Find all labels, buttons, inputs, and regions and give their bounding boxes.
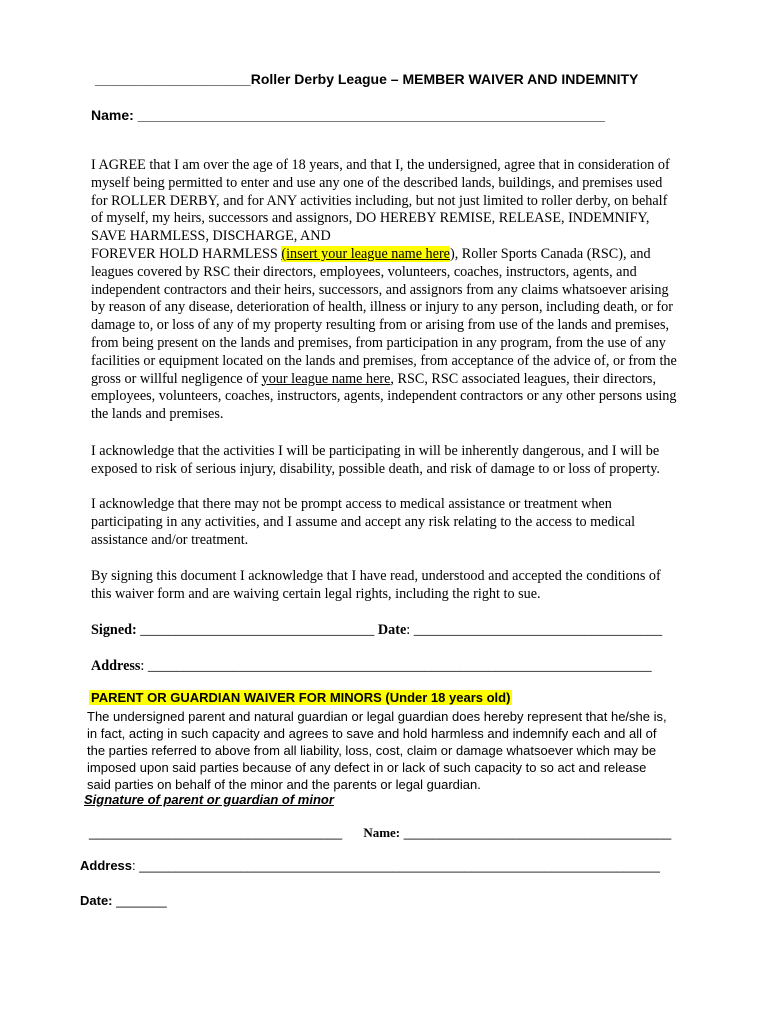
document-title bbox=[95, 71, 638, 87]
date-line[interactable]: : ___________________________________ bbox=[406, 622, 663, 638]
date-label: Date bbox=[377, 622, 407, 638]
paragraph-line: the parties referred to above from all liability, loss, cost, claim or damage whatsoever which may be bbox=[87, 743, 657, 758]
paragraph-line: I acknowledge that the activities I will be participating in will be inherently dangerous, and I will be bbox=[91, 443, 660, 459]
league-name-underlined: your league name here bbox=[261, 370, 391, 387]
paragraph-line: in fact, acting in such capacity and agrees to save and hold harmless and indemnify each and all of bbox=[87, 726, 657, 741]
signature-line[interactable]: _________________________________ bbox=[136, 622, 378, 638]
agreement-line: leagues covered by RSC their directors, employees, volunteers, coaches, instructors, agents, and bbox=[91, 263, 637, 280]
agreement-line: facilities or equipment located on the lands and premises, from acceptance of the advice of, or from the bbox=[91, 352, 677, 369]
agreement-line: of myself, my heirs, successors and assignors, DO HEREBY REMISE, RELEASE, INDEMNIFY, bbox=[91, 210, 650, 227]
paragraph-line: By signing this document I acknowledge that I have read, understood and accepted the conditions of bbox=[91, 568, 661, 584]
agreement-line: by reason of any disease, deterioration of health, illness or injury to any person, including death, or for bbox=[91, 299, 673, 316]
medical-acknowledgement bbox=[91, 496, 731, 549]
league-name-placeholder: (insert your league name here bbox=[281, 245, 450, 262]
paragraph-line: this waiver form and are waiving certain legal rights, including the right to sue. bbox=[91, 585, 541, 602]
title-text: Roller Derby League – MEMBER WAIVER AND INDEMNITY bbox=[250, 71, 639, 87]
guardian-name-line[interactable]: _____________________________________ bbox=[400, 825, 672, 840]
guardian-paragraph bbox=[87, 708, 667, 793]
agreement-line: from being present on the lands and premises, from participation in any program, from the use of any bbox=[91, 334, 666, 351]
agreement-text: FOREVER HOLD HARMLESS bbox=[91, 245, 282, 262]
agreement-paragraph bbox=[91, 157, 731, 424]
agreement-line: the lands and premises. bbox=[91, 406, 224, 423]
guardian-date-row bbox=[80, 893, 167, 908]
address-line[interactable]: : _______________________________________________________________________ bbox=[140, 658, 652, 674]
guardian-signature-name-row bbox=[89, 825, 671, 841]
address-row bbox=[91, 658, 652, 675]
agreement-line: myself being permitted to enter and use any one of the described lands, buildings, and premises used bbox=[91, 174, 663, 191]
member-name-field[interactable] bbox=[91, 107, 605, 123]
paragraph-line: exposed to risk of serious injury, disability, possible death, and risk of damage to or loss of property. bbox=[91, 460, 660, 477]
paragraph-line: said parties on behalf of the minor and the parents or legal guardian. bbox=[87, 777, 481, 792]
agreement-line: damage to, or loss of any of my property resulting from or arising from use of the lands and premises, bbox=[91, 317, 670, 334]
signing-acknowledgement bbox=[91, 568, 731, 604]
guardian-heading: PARENT OR GUARDIAN WAIVER FOR MINORS (Under 18 years old) bbox=[91, 690, 511, 705]
guardian-address-line[interactable]: : ________________________________________________________________________ bbox=[132, 858, 660, 873]
guardian-date-label: Date: bbox=[80, 893, 113, 908]
signed-label: Signed: bbox=[91, 622, 137, 638]
agreement-line bbox=[91, 246, 731, 264]
paragraph-line: assistance and/or treatment. bbox=[91, 531, 249, 548]
agreement-line: I AGREE that I am over the age of 18 years, and that I, the undersigned, agree that in consideration of bbox=[91, 157, 670, 173]
paragraph-line: The undersigned parent and natural guardian or legal guardian does hereby represent that he/she is, bbox=[87, 709, 667, 724]
paragraph-line: imposed upon said parties because of any defect in or lack of such capacity to so act and release bbox=[87, 760, 647, 775]
league-name-blank: ____________________ bbox=[95, 71, 251, 87]
agreement-line: independent contractors and their heirs, successors, and assignors from any claims whatsoever arising bbox=[91, 281, 669, 298]
agreement-text: , RSC, RSC associated leagues, their directors, bbox=[390, 370, 657, 387]
agreement-text: gross or willful negligence of bbox=[91, 370, 262, 387]
signed-date-row bbox=[91, 622, 662, 639]
guardian-date-line[interactable]: _______ bbox=[112, 893, 167, 908]
agreement-line: SAVE HARMLESS, DISCHARGE, AND bbox=[91, 228, 331, 245]
member-name-line[interactable]: ____________________________________________________________ bbox=[137, 107, 605, 123]
guardian-name-label: Name: bbox=[363, 825, 401, 840]
guardian-address-label: Address bbox=[80, 858, 133, 873]
address-label: Address bbox=[91, 658, 141, 674]
paragraph-line: I acknowledge that there may not be prompt access to medical assistance or treatment when bbox=[91, 496, 612, 512]
guardian-signature-line[interactable]: ___________________________________ bbox=[89, 825, 343, 840]
danger-acknowledgement bbox=[91, 443, 731, 479]
paragraph-line: participating in any activities, and I assume and accept any risk relating to the access to medical bbox=[91, 513, 636, 530]
agreement-line: for ROLLER DERBY, and for ANY activities including, but not just limited to roller derby, on behalf bbox=[91, 192, 668, 209]
agreement-line bbox=[91, 371, 731, 389]
agreement-line: employees, volunteers, coaches, instructors, agents, independent contractors or any other persons using bbox=[91, 388, 677, 405]
guardian-signature-label: Signature of parent or guardian of minor bbox=[84, 792, 334, 807]
guardian-address-row bbox=[80, 858, 660, 873]
agreement-text: ), Roller Sports Canada (RSC), and bbox=[449, 245, 651, 262]
member-name-label: Name: bbox=[91, 107, 134, 123]
